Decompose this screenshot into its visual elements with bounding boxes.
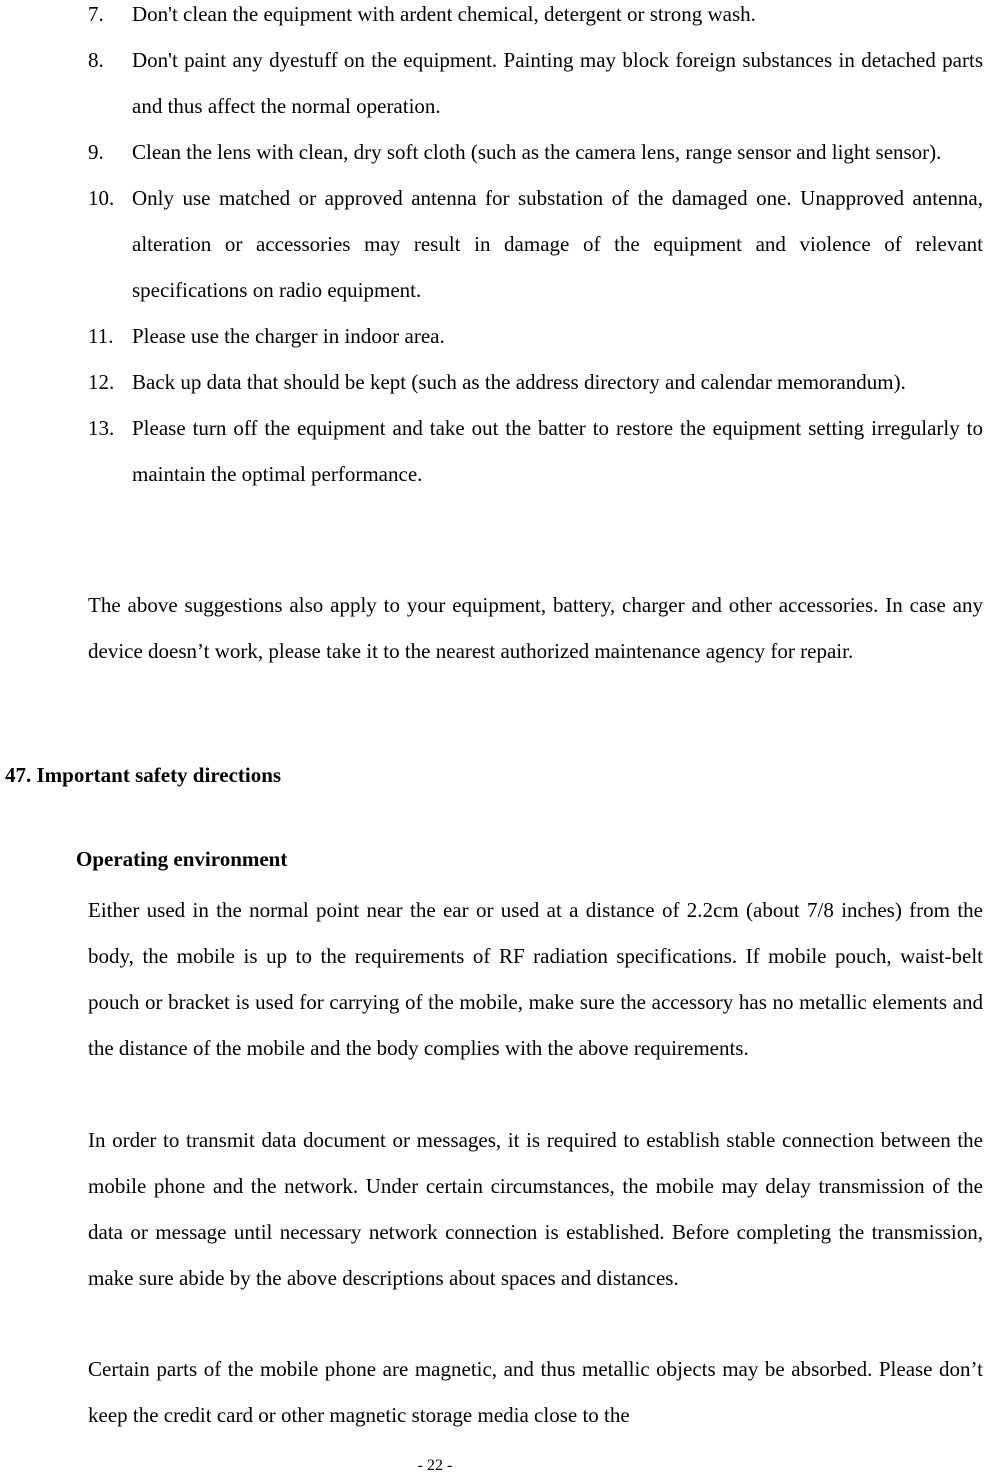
sub-heading: Operating environment — [76, 847, 288, 871]
list-item — [88, 129, 983, 175]
maintenance-list — [88, 0, 983, 497]
list-item-text: Only use matched or approved antenna for substation of the damaged one. Unapproved antenna, alteration or accessories may result in damage of the equipment and violence of relevant specifications on radio equipment. — [132, 186, 983, 302]
list-item-number: 8. — [88, 48, 104, 72]
list-item-text: Clean the lens with clean, dry soft cloth (such as the camera lens, range sensor and light sensor). — [132, 140, 942, 164]
suggestions-paragraph: The above suggestions also apply to your equipment, battery, charger and other accessories. In case any device doesn’t work, please take it to the nearest authorized maintenance agency for repair. — [88, 593, 983, 663]
list-item-number: 7. — [88, 2, 104, 26]
list-item-number: 13. — [88, 416, 115, 440]
list-item-number: 10. — [88, 186, 115, 210]
list-item-text: Please turn off the equipment and take out the batter to restore the equipment setting irregularly to maintain the optimal performance. — [132, 416, 983, 486]
data-transmission-paragraph: In order to transmit data document or messages, it is required to establish stable connection between the mobile phone and the network. Under certain circumstances, the mobile may delay transmission of the data or message until necessary network connection is established. Before completing the transmission, make sure abide by the above descriptions about spaces and distances. — [88, 1128, 983, 1290]
list-item-number: 11. — [88, 324, 114, 348]
list-item-text: Please use the charger in indoor area. — [132, 324, 445, 348]
list-item — [88, 175, 983, 313]
list-item-number: 12. — [88, 370, 115, 394]
magnetic-parts-paragraph: Certain parts of the mobile phone are magnetic, and thus metallic objects may be absorbed. Please don’t keep the credit card or other magnetic storage media close to the — [88, 1357, 983, 1427]
page-number: - 22 - — [417, 1457, 453, 1474]
section-heading: 47. Important safety directions — [5, 763, 282, 787]
list-item — [88, 405, 983, 497]
list-item — [88, 313, 983, 359]
list-item-text: Back up data that should be kept (such as the address directory and calendar memorandum). — [132, 370, 906, 394]
list-item — [88, 37, 983, 129]
list-item — [88, 359, 983, 405]
list-item — [88, 0, 983, 37]
rf-radiation-paragraph: Either used in the normal point near the ear or used at a distance of 2.2cm (about 7/8 inches) from the body, the mobile is up to the requirements of RF radiation specifications. If mobile pouch, waist-belt pouch or bracket is used for carrying of the mobile, make sure the accessory has no metallic elements and the distance of the mobile and the body complies with the above requirements. — [88, 898, 983, 1060]
list-item-text: Don't clean the equipment with ardent chemical, detergent or strong wash. — [132, 2, 756, 26]
list-item-number: 9. — [88, 140, 104, 164]
list-item-text: Don't paint any dyestuff on the equipment. Painting may block foreign substances in detached parts and thus affect the normal operation. — [132, 48, 983, 118]
